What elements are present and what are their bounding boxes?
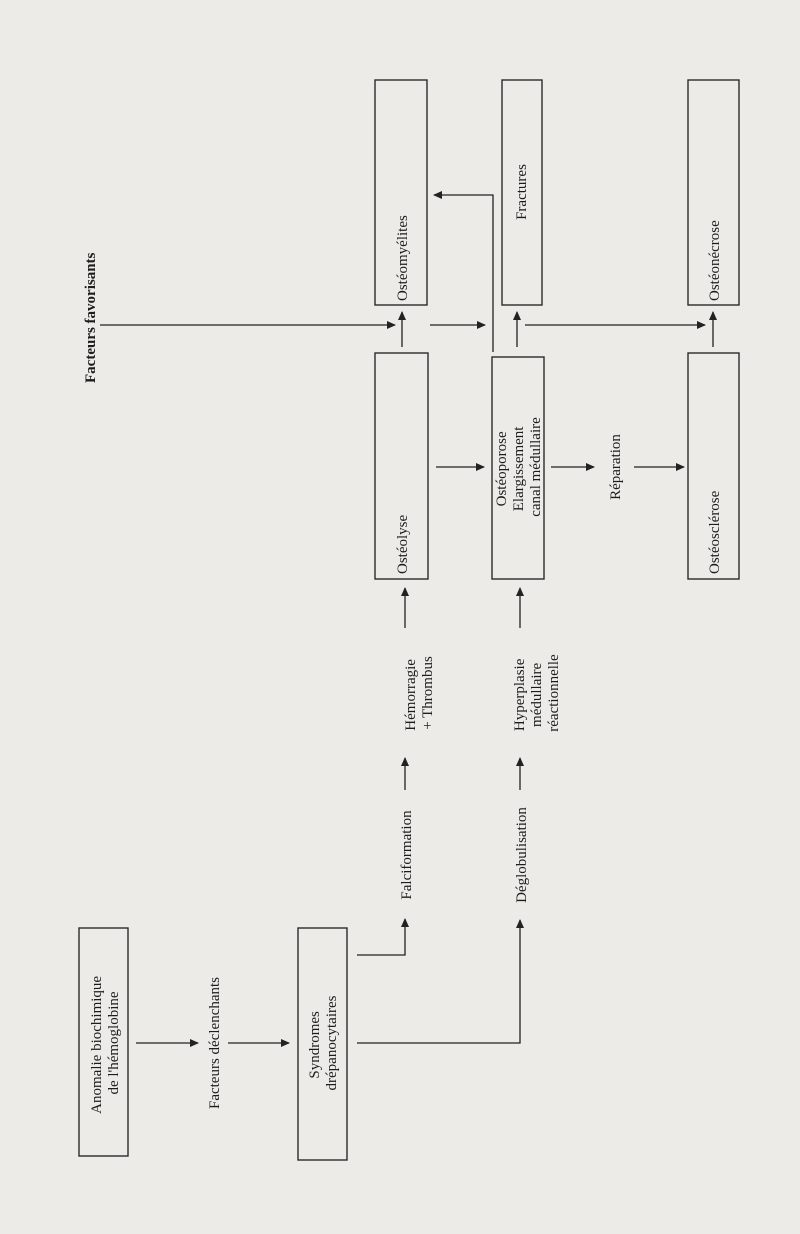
label-osteosclerose: Ostéosclérose xyxy=(707,490,723,574)
connector-syndromes-to-falciformation xyxy=(357,919,405,955)
connector-syndromes-to-deglobulisation xyxy=(357,920,520,1043)
label-hemorragie: Hémorragie + Thrombus xyxy=(403,656,436,731)
label-osteomyelites: Ostéomyélites xyxy=(395,215,411,301)
connector-osteoporose-to-osteomyelites xyxy=(434,195,493,352)
label-syndromes: Syndromes drépanocytaires xyxy=(307,995,340,1091)
label-osteolyse: Ostéolyse xyxy=(395,514,411,574)
label-facteurs-declenchants: Facteurs déclenchants xyxy=(207,976,223,1110)
label-falciformation: Falciformation xyxy=(399,810,415,900)
label-deglobulisation: Déglobulisation xyxy=(514,807,530,903)
label-reparation: Réparation xyxy=(608,434,624,500)
label-anomalie: Anomalie biochimique de l'hémoglobine xyxy=(89,975,122,1114)
label-fractures: Fractures xyxy=(514,164,530,220)
label-osteonecrose: Ostéonécrose xyxy=(707,220,723,301)
label-hyperplasie: Hyperplasie médullaire réactionnelle xyxy=(512,654,562,732)
label-osteoporose: Ostéoporose Elargissement canal médullaire xyxy=(494,417,544,517)
label-facteurs-favorisants: Facteurs favorisants xyxy=(83,252,99,383)
